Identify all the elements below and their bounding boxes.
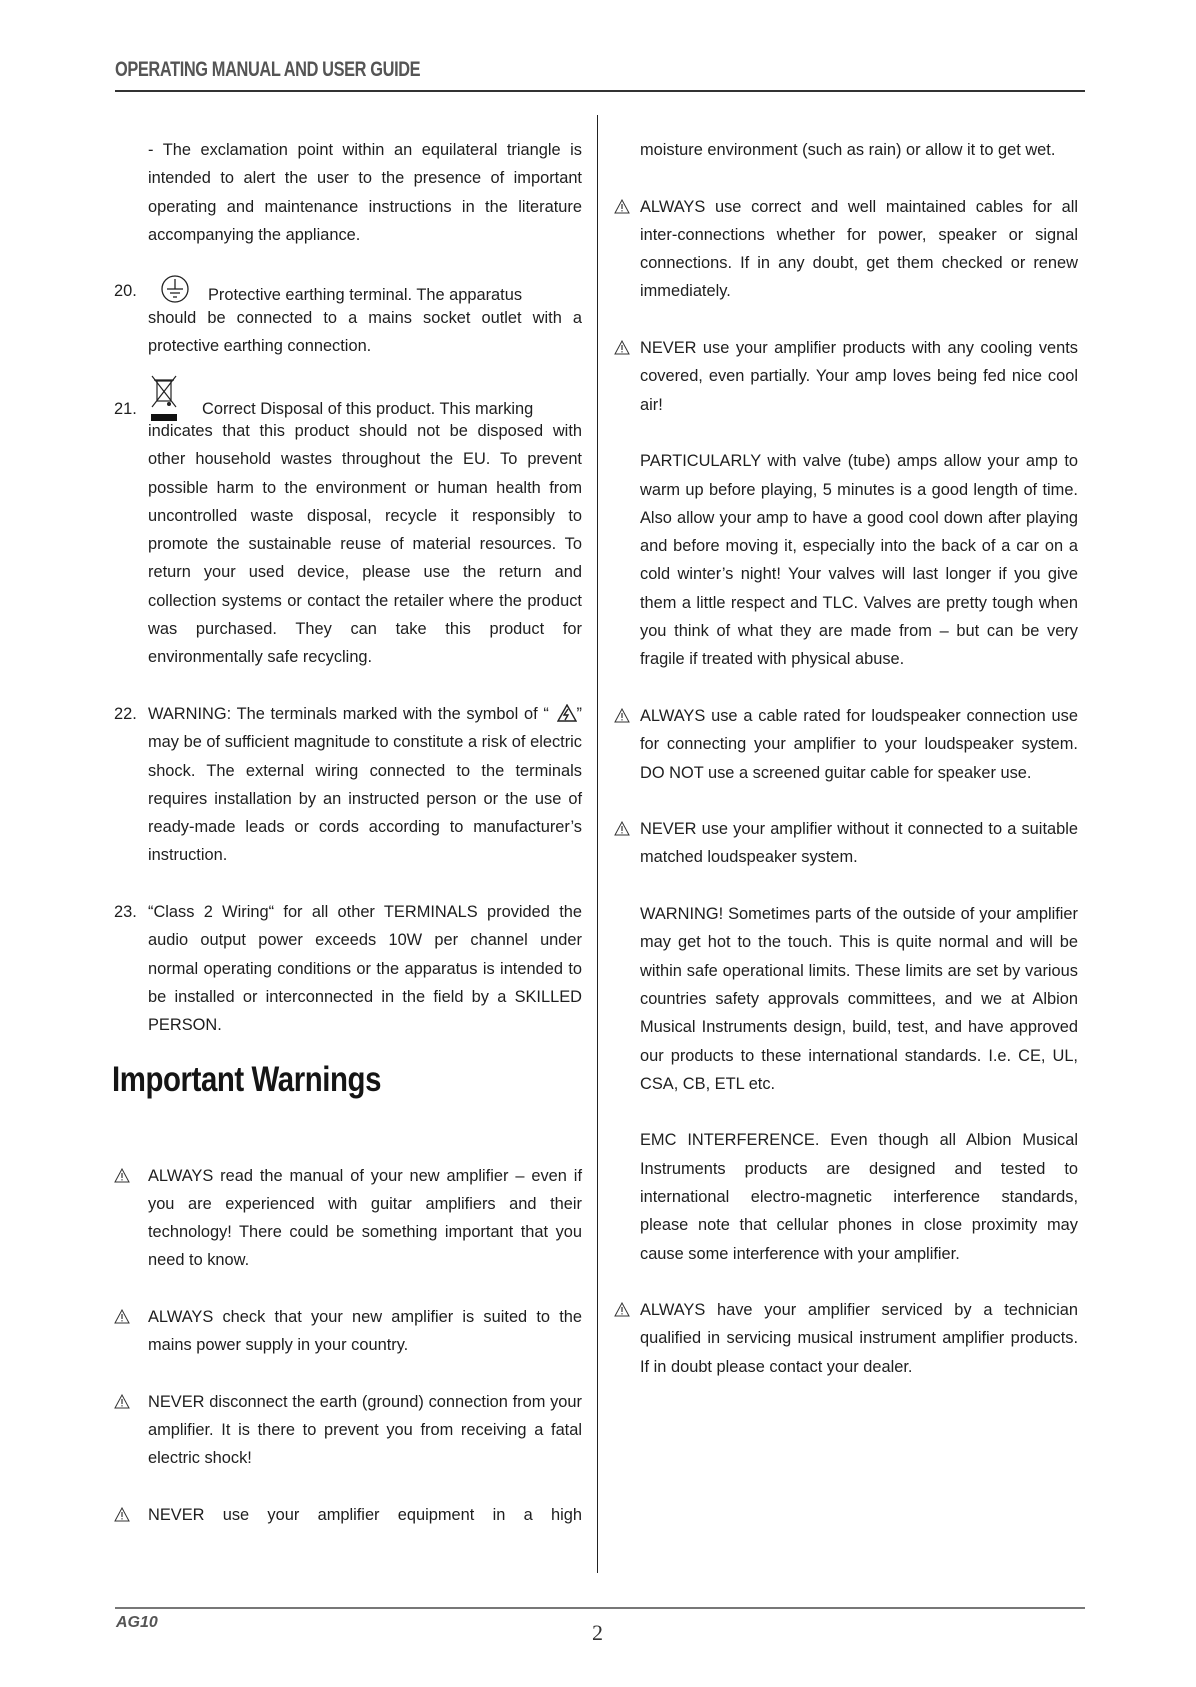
warning-text: ALWAYS use correct and well maintained cables for all inter-connections whether for power, speaker or signal connections. If in any doubt, get them checked or renew immediately. [640, 197, 1078, 301]
intro-text: - The exclamation point within an equilateral triangle is intended to alert the user to the presence of important operating and maintenance instructions in the literature accompanying the appliance. [148, 141, 582, 244]
warning-text: NEVER use your amplifier without it connected to a suitable matched loudspeaker system. [640, 820, 1078, 867]
hot-surface-paragraph [614, 900, 1078, 1098]
right-column [614, 136, 1078, 1381]
item-number: 22. [114, 704, 137, 723]
list-item-22 [114, 700, 582, 870]
warning-triangle-icon [614, 340, 630, 355]
page-number: 2 [592, 1620, 603, 1645]
paragraph-text: EMC INTERFERENCE. Even though all Albion Musical Instruments products are designed and tested to international electro-magnetic interference standards, please note that cellular phones in close proximity may cause some interference with your amplifier. [640, 1131, 1078, 1263]
warning-item [114, 1303, 582, 1360]
list-item-21 [114, 389, 582, 672]
header-rule [115, 90, 1085, 92]
continuation-text: moisture environment (such as rain) or allow it to get wet. [640, 141, 1056, 159]
warning-item [614, 334, 1078, 419]
footer-model-name: AG10 [116, 1614, 158, 1631]
warning-item [614, 1296, 1078, 1381]
warning-item [114, 1501, 582, 1529]
warning-triangle-icon [114, 1168, 130, 1183]
warning-text: ALWAYS use a cable rated for loudspeaker connection use for connecting your amplifier to your loudspeaker system. DO NOT use a screened guitar cable for speaker use. [640, 706, 1078, 782]
warning-text: NEVER disconnect the earth (ground) connection from your amplifier. It is there to prevent you from receiving a fatal electric shock! [148, 1392, 582, 1468]
warning-text: ALWAYS read the manual of your new amplifier – even if you are experienced with guitar amplifiers and their technology! There could be something important that you need to know. [148, 1166, 582, 1270]
item-number: 21. [114, 399, 137, 418]
running-header-title: OPERATING MANUAL AND USER GUIDE [115, 58, 421, 81]
item-number: 23. [114, 903, 137, 922]
valve-care-paragraph [614, 447, 1078, 673]
warning-triangle-icon [614, 821, 630, 836]
warning-text: ALWAYS check that your new amplifier is suited to the mains power supply in your country. [148, 1307, 582, 1355]
lightning-triangle-icon [557, 704, 577, 722]
list-item-20 [114, 277, 582, 360]
protective-earth-icon [160, 274, 190, 304]
warning-triangle-icon [114, 1309, 130, 1324]
item-text-continued: should be connected to a mains socket outlet with a protective earthing connection. [148, 308, 582, 356]
intro-paragraph [114, 136, 582, 249]
list-item-23 [114, 898, 582, 1039]
paragraph-text: WARNING! Sometimes parts of the outside of your amplifier may get hot to the touch. This is quite normal and will be within safe operational limits. These limits are set by various countries safety approvals committees, and we at Albion Musical Instruments design, build, test, and have approved our products to these international standards. I.e. CE, UL, CSA, CB, ETL etc. [640, 905, 1078, 1093]
left-column [114, 136, 582, 1529]
warning-item [114, 1388, 582, 1473]
item-text: “Class 2 Wiring“ for all other TERMINALS provided the audio output power exceeds 10W per channel under normal operating conditions or the apparatus is intended to be installed or interconnected in the field by a SKILLED PERSON. [148, 903, 582, 1035]
warning-item [614, 193, 1078, 306]
warning-triangle-icon [614, 708, 630, 723]
warning-text: ALWAYS have your amplifier serviced by a technician qualified in servicing musical instrument amplifier products. If in doubt please contact your dealer. [640, 1301, 1078, 1376]
warning-triangle-icon [114, 1394, 130, 1409]
warning-item [114, 1162, 582, 1275]
continuation-paragraph [614, 136, 1078, 164]
warning-item [614, 815, 1078, 872]
warning-triangle-icon [614, 1302, 630, 1317]
weee-crossed-bin-icon [150, 375, 178, 423]
emc-interference-paragraph [614, 1126, 1078, 1267]
item-text-continued: ” may be of sufficient magnitude to constitute a risk of electric shock. The external wiring connected to the terminals requires installation by an instructed person or the use of ready-made leads or cords according to manufacturer’s instruction. [148, 704, 582, 865]
item-number: 20. [114, 282, 137, 301]
footer-rule [115, 1607, 1085, 1609]
item-text: Protective earthing terminal. The apparatus [208, 286, 523, 305]
warning-text: NEVER use your amplifier products with any cooling vents covered, even partially. Your amp loves being fed nice cool air! [640, 339, 1078, 414]
column-divider [597, 115, 598, 1573]
warning-triangle-icon [614, 199, 630, 214]
item-text-continued: indicates that this product should not be disposed with other household wastes throughout the EU. To prevent possible harm to the environment or human health from uncontrolled waste disposal, recycle it responsibly to promote the sustainable reuse of material resources. To return your used device, please use the return and collection systems or contact the retailer where the product was purchased. They can take this product for environmentally safe recycling. [148, 421, 582, 667]
warning-text: NEVER use your amplifier equipment in a high [148, 1506, 582, 1525]
item-text: Correct Disposal of this product. This marking [202, 399, 534, 418]
section-heading-important-warnings: Important Warnings [112, 1059, 382, 1099]
item-text: WARNING: The terminals marked with the symbol of “ [148, 704, 555, 723]
warning-triangle-icon [114, 1507, 130, 1522]
paragraph-text: PARTICULARLY with valve (tube) amps allow your amp to warm up before playing, 5 minutes is a good length of time. Also allow your amp to have a good cool down after playing and before moving it, especially into the back of a car on a cold winter’s night! Your valves will last longer if you give them a little respect and TLC. Valves are pretty tough when you think of what they are made from – but can be very fragile if treated with physical abuse. [640, 452, 1078, 669]
warning-item [614, 702, 1078, 787]
